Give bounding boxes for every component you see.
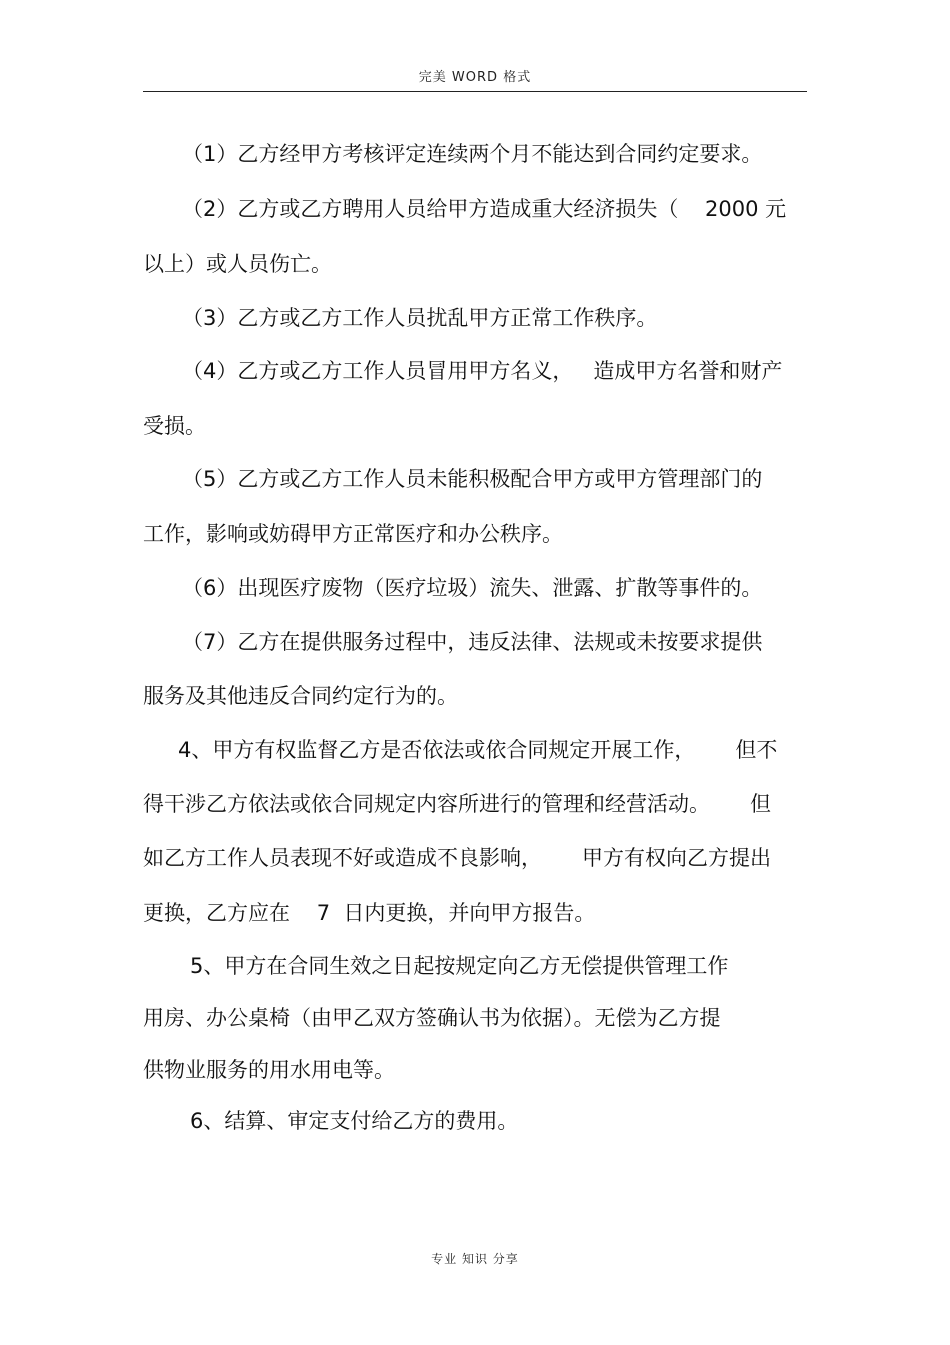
text-line: 用房、办公桌椅（由甲乙双方签确认书为依据）。无偿为乙方提: [143, 1006, 721, 1030]
text-line: 服务及其他违反合同约定行为的。: [143, 684, 458, 708]
text-line: 5、甲方在合同生效之日起按规定向乙方无偿提供管理工作: [190, 954, 729, 978]
text-line: 供物业服务的用水用电等。: [143, 1058, 395, 1082]
text-line: （2）乙方或乙方聘用人员给甲方造成重大经济损失（ 2000 元: [182, 197, 787, 221]
text-line: 得干涉乙方依法或依合同规定内容所进行的管理和经营活动。 但: [143, 792, 772, 816]
text-line: 如乙方工作人员表现不好或造成不良影响， 甲方有权向乙方提出: [143, 846, 772, 870]
text-line: 6、结算、审定支付给乙方的费用。: [190, 1109, 519, 1133]
text-line: 受损。: [143, 414, 206, 438]
text-line: （7）乙方在提供服务过程中，违反法律、法规或未按要求提供: [182, 630, 763, 654]
text-line: 工作，影响或妨碍甲方正常医疗和办公秩序。: [143, 522, 563, 546]
text-line: 4、甲方有权监督乙方是否依法或依合同规定开展工作， 但不: [178, 738, 778, 762]
page-footer: 专业 知识 分享: [431, 1252, 519, 1266]
header-rule: [143, 91, 807, 92]
text-line: 以上）或人员伤亡。: [143, 252, 332, 276]
text-line: （3）乙方或乙方工作人员扰乱甲方正常工作秩序。: [182, 306, 658, 330]
text-line: （5）乙方或乙方工作人员未能积极配合甲方或甲方管理部门的: [182, 467, 763, 491]
text-line: （4）乙方或乙方工作人员冒用甲方名义， 造成甲方名誉和财产: [182, 359, 783, 383]
text-line: 更换，乙方应在 7 日内更换，并向甲方报告。: [143, 901, 596, 925]
text-line: （6）出现医疗废物（医疗垃圾）流失、泄露、扩散等事件的。: [182, 576, 763, 600]
text-line: （1）乙方经甲方考核评定连续两个月不能达到合同约定要求。: [182, 142, 763, 166]
page-header: 完美 WORD 格式: [418, 70, 532, 85]
